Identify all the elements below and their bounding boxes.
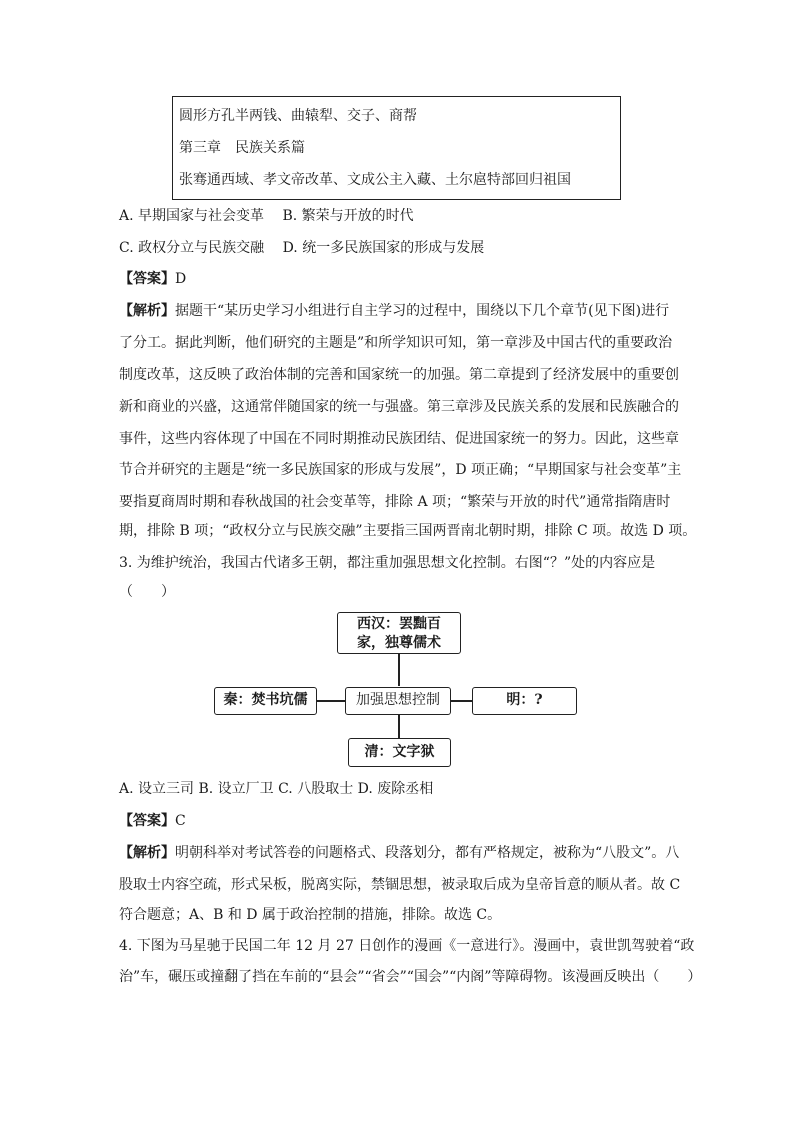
node-western-han xyxy=(337,612,461,654)
chapter-table-box xyxy=(172,96,621,200)
answer-label: 【答案】 xyxy=(119,813,175,829)
connector-right xyxy=(450,700,473,702)
q2-analysis-line: 了分工。据此判断，他们研究的主题是”和所学知识可知，第一章涉及中国古代的重要政治 xyxy=(119,335,673,351)
table-row-2: 第三章 民族关系篇 xyxy=(179,140,305,156)
table-row-3: 张骞通西域、孝文帝改革、文成公主入藏、土尔扈特部回归祖国 xyxy=(179,172,571,188)
q3-stem-line2: （ ） xyxy=(119,584,175,600)
node-ming: 明：? xyxy=(472,687,577,715)
q2-analysis-line: 新和商业的兴盛，这通常伴随国家的统一与强盛。第三章涉及民族关系的发展和民族融合的 xyxy=(119,399,679,415)
analysis-text: 据题干“某历史学习小组进行自主学习的过程中，围绕以下几个章节(见下图)进行 xyxy=(175,303,670,319)
q4-stem-line1: 4. 下图为马星驰于民国二年 12 月 27 日创作的漫画《一意进行》。漫画中，袁世凯驾驶着“政 xyxy=(119,938,695,954)
answer-label: 【答案】 xyxy=(119,271,175,287)
answer-value: C xyxy=(175,813,186,829)
node-western-han-line1: 西汉：罢黜百 xyxy=(357,616,441,632)
q2-analysis-line: 要指夏商周时期和春秋战国的社会变革等，排除 A 项；“繁荣与开放的时代”通常指隋唐时 xyxy=(119,494,671,510)
q2-analysis-line: 期，排除 B 项；“政权分立与民族交融”主要指三国两晋南北朝时期，排除 C 项。故选 D 项。 xyxy=(119,523,697,539)
analysis-label: 【解析】 xyxy=(119,845,175,861)
node-qing: 清：文字狱 xyxy=(348,738,451,767)
q3-answer xyxy=(119,811,186,831)
q3-stem-line1: 3. 为维护统治，我国古代诸多王朝，都注重加强思想文化控制。右图“？”处的内容应是 xyxy=(119,555,656,571)
node-center: 加强思想控制 xyxy=(345,687,451,715)
q2-analysis-line xyxy=(119,301,669,321)
q2-analysis-line: 节合并研究的主题是“统一多民族国家的形成与发展”，D 项正确；“早期国家与社会变革”主 xyxy=(119,462,682,478)
connector-left xyxy=(316,700,346,702)
q2-options-line2: C. 政权分立与民族交融 D. 统一多民族国家的形成与发展 xyxy=(119,240,485,256)
analysis-text: 明朝科举对考试答卷的问题格式、段落划分，都有严格规定，被称为“八股文”。八 xyxy=(175,845,680,861)
q3-analysis-line xyxy=(119,843,679,863)
connector-bottom xyxy=(398,715,400,739)
q2-analysis-line: 制度改革，这反映了政治体制的完善和国家统一的加强。第二章提到了经济发展中的重要创 xyxy=(119,367,679,383)
answer-value: D xyxy=(175,271,187,287)
q3-options: A. 设立三司 B. 设立厂卫 C. 八股取士 D. 废除丞相 xyxy=(119,781,434,797)
q4-stem-line2: 治”车，碾压或撞翻了挡在车前的“县会”“省会”“国会”“内阁”等障碍物。该漫画反映出（ ） xyxy=(119,969,702,985)
q3-analysis-line: 符合题意；A、B 和 D 属于政治控制的措施，排除。故选 C。 xyxy=(119,907,502,923)
q2-answer xyxy=(119,269,186,289)
connector-top xyxy=(398,653,400,686)
q2-analysis-line: 事件，这些内容体现了中国在不同时期推动民族团结、促进国家统一的努力。因此，这些章 xyxy=(119,431,679,447)
node-western-han-line2: 家，独尊儒术 xyxy=(357,635,441,651)
node-qin: 秦：焚书坑儒 xyxy=(214,687,317,715)
q2-options-line1: A. 早期国家与社会变革 B. 繁荣与开放的时代 xyxy=(119,208,414,224)
analysis-label: 【解析】 xyxy=(119,303,175,319)
table-row-1: 圆形方孔半两钱、曲辕犁、交子、商帮 xyxy=(179,108,417,124)
q3-analysis-line: 股取士内容空疏，形式呆板，脱离实际，禁锢思想，被录取后成为皇帝旨意的顺从者。故 C xyxy=(119,877,681,893)
